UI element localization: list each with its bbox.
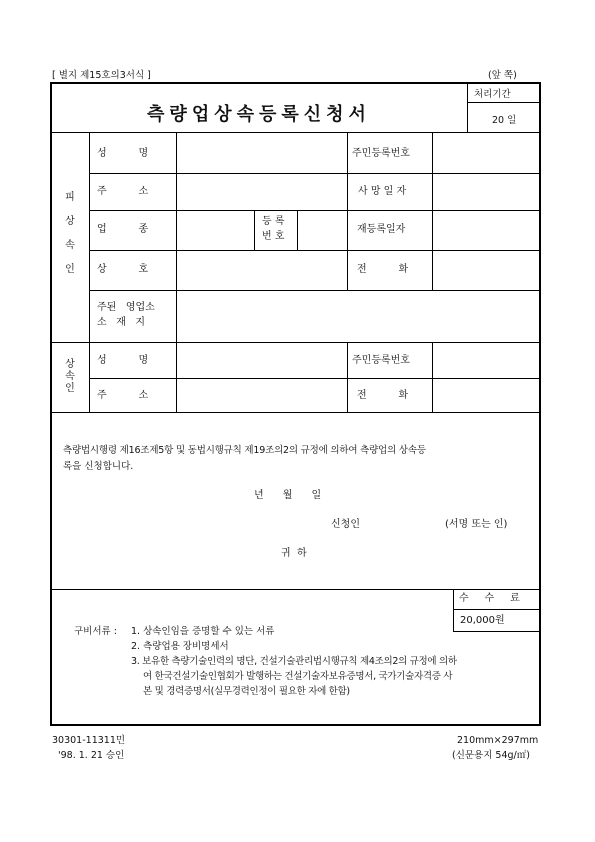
heir-address-label: 주 소	[97, 390, 149, 401]
divider	[89, 290, 540, 291]
heir-resident-no-label: 주민등록번호	[352, 355, 410, 366]
heir-section-label: 상 속 인	[65, 359, 75, 394]
decedent-address-label: 주 소	[97, 186, 149, 197]
decedent-name-label: 성 명	[97, 148, 149, 159]
divider	[51, 342, 540, 343]
document-item-1: 1. 상속인임을 증명할 수 있는 서류	[131, 626, 275, 637]
applicant-label: 신청인	[331, 519, 360, 530]
divider	[89, 250, 540, 251]
main-office-label-1: 주된 영업소	[97, 302, 155, 313]
document-item-3: 3. 보유한 측량기술인력의 명단, 건설기술관리법시행규칙 제4조의2의 규정에 의하	[131, 656, 457, 667]
divider	[51, 132, 540, 133]
decedent-phone-label: 전 화	[357, 264, 409, 275]
divider	[347, 132, 348, 290]
application-date: 년 월 일	[254, 490, 322, 501]
divider	[89, 132, 90, 412]
processing-period-value: 20 일	[492, 115, 517, 126]
approval-date: '98. 1. 21 승인	[58, 750, 125, 761]
document-item-2: 2. 측량업용 장비명세서	[131, 641, 229, 652]
trade-name-label: 상 호	[97, 264, 149, 275]
divider	[297, 210, 298, 250]
divider	[254, 210, 255, 250]
decedent-resident-no-label: 주민등록번호	[352, 148, 410, 159]
form-title: 측량업상속등록신청서	[147, 104, 371, 125]
signature-label: (서명 또는 인)	[445, 519, 508, 530]
document-item-3-cont-1: 여 한국건설기술인협회가 발행하는 건설기술자보유증명서, 국가기술자격증 사	[143, 671, 453, 682]
death-date-label: 사 망 일 자	[358, 186, 407, 197]
business-type-label: 업 종	[97, 224, 149, 235]
recipient-label: 귀 하	[281, 548, 307, 559]
heir-name-label: 성 명	[97, 355, 149, 366]
divider	[347, 342, 348, 412]
divider	[432, 132, 433, 290]
fee-label: 수 수 료	[459, 593, 520, 604]
divider	[176, 132, 177, 412]
form-code: 30301-11311민	[52, 735, 126, 746]
divider	[432, 342, 433, 412]
statement-line-2: 록을 신청합니다.	[63, 461, 134, 472]
reregistration-date-label: 재등록일자	[357, 224, 406, 235]
divider	[51, 412, 540, 413]
page-side-label: (앞 쪽)	[488, 70, 517, 81]
divider	[467, 83, 468, 132]
paper-size: 210mm×297mm	[457, 735, 539, 746]
processing-period-label: 처리기간	[474, 89, 511, 100]
registration-no-label-1: 등 록	[262, 216, 285, 227]
statement-line-1: 측량법시행령 제16조제5항 및 동법시행규칙 제19조의2의 규정에 의하여 측량업의 상속등	[63, 445, 426, 456]
paper-type: (신문용지 54g/㎡)	[452, 750, 530, 761]
divider	[453, 631, 540, 632]
fee-value: 20,000원	[460, 615, 505, 626]
form-number: [ 별지 제15호의3서식 ]	[52, 70, 151, 81]
divider	[89, 173, 540, 174]
divider	[89, 210, 540, 211]
decedent-section-label: 피 상 속 인	[65, 192, 75, 275]
divider	[467, 102, 540, 103]
divider	[51, 589, 540, 590]
registration-no-label-2: 번 호	[262, 231, 285, 242]
document-item-3-cont-2: 본 및 경력증명서(실무경력인정이 필요한 자에 한함)	[143, 686, 350, 697]
heir-phone-label: 전 화	[357, 390, 409, 401]
documents-label: 구비서류 :	[74, 626, 117, 637]
main-office-label-2: 소 재 지	[97, 317, 146, 328]
divider	[453, 589, 454, 632]
divider	[453, 609, 540, 610]
divider	[89, 378, 540, 379]
application-form	[50, 82, 541, 726]
